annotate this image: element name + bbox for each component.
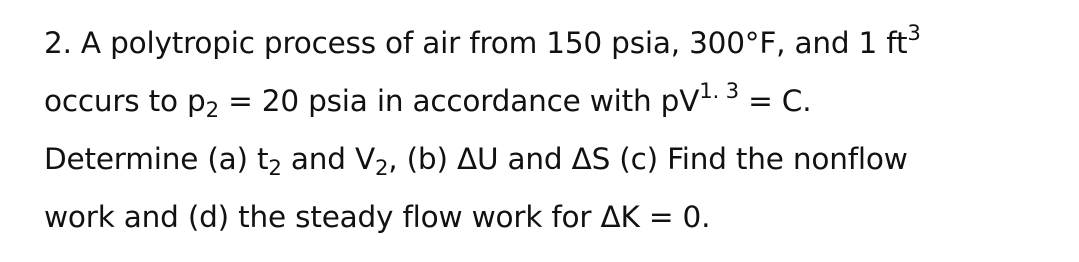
line-2-post: = C. [738,84,812,118]
volume-subscript: 2 [374,156,389,182]
line-3-e: S (c) Find the nonflow [591,142,908,176]
polytropic-exponent: 1. 3 [699,78,739,104]
delta-symbol-s: Δ [571,142,592,176]
problem-line-4 [44,188,1064,246]
line-2-pre: occurs to p [44,84,206,118]
problem-line-1 [44,14,1064,72]
volume-exponent: 3 [907,20,921,46]
line-3-c: , (b) [388,142,457,176]
line-3-d: U and [476,142,572,176]
line-3-b: and V [281,142,375,176]
line-3-a: Determine (a) t [44,142,269,176]
delta-symbol-u: Δ [456,142,477,176]
line-4-b: K = 0. [620,200,711,234]
line-4-a: work and (d) the steady flow work for [44,200,601,234]
temperature-subscript: 2 [268,156,282,182]
problem-statement [44,14,1064,246]
problem-line-2 [44,72,1064,130]
pressure-subscript: 2 [205,98,219,124]
problem-line-3 [44,130,1064,188]
line-1-text: 2. A polytropic process of air from 150 psia, 300°F, and 1 ft [44,26,908,60]
line-2-mid: = 20 psia in accordance with pV [218,84,700,118]
delta-symbol-k: Δ [600,200,621,234]
